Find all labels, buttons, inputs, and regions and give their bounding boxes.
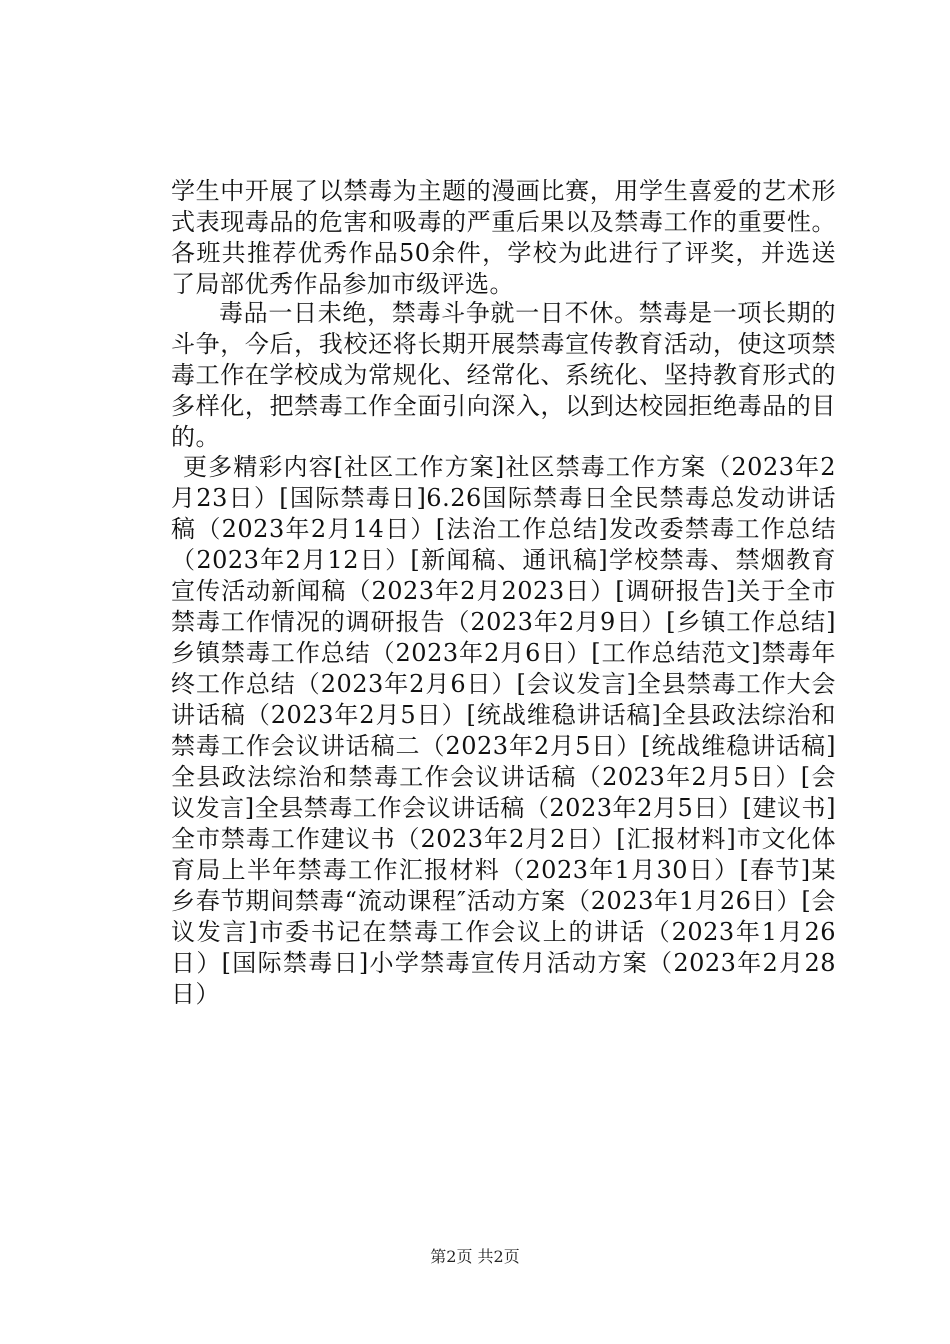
paragraph-long-term-struggle: 毒品一日未绝，禁毒斗争就一日不休。禁毒是一项长期的斗争，今后，我校还将长期开展禁毒宣传教育活动，使这项禁毒工作在学校成为常规化、经常化、系统化、坚持教育形式的多样化，把禁毒工作全面引向深入，以到达校园拒绝毒品的目的。	[171, 299, 836, 451]
paragraph-related-content	[171, 452, 836, 1010]
paragraph-drawing-contest: 学生中开展了以禁毒为主题的漫画比赛，用学生喜爱的艺术形式表现毒品的危害和吸毒的严重后果以及禁毒工作的重要性。各班共推荐优秀作品50余件，学校为此进行了评奖，并选送了局部优秀作品参加市级评选。	[171, 177, 836, 298]
page-footer: 第2页 共2页	[430, 1247, 520, 1266]
related-content-text: 更多精彩内容[社区工作方案]社区禁毒工作方案（2023年2月23日）[国际禁毒日]6.26国际禁毒日全民禁毒总发动讲话稿（2023年2月14日）[法治工作总结]发改委禁毒工作总结（2023年2月12日）[新闻稿、通讯稿]学校禁毒、禁烟教育宣传活动新闻稿（2023年2月2023日）[调研报告]关于全市禁毒工作情况的调研报告（2023年2月9日）[乡镇工作总结]乡镇禁毒工作总结（2023年2月6日）[工作总结范文]禁毒年终工作总结（2023年2月6日）[会议发言]全县禁毒工作大会讲话稿（2023年2月5日）[统战维稳讲话稿]全县政法综治和禁毒工作会议讲话稿二（2023年2月5日）[统战维稳讲话稿]全县政法综治和禁毒工作会议讲话稿（2023年2月5日）[会议发言]全县禁毒工作会议讲话稿（2023年2月5日）[建议书]全市禁毒工作建议书（2023年2月2日）[汇报材料]市文化体育局上半年禁毒工作汇报材料（2023年1月30日）[春节]某乡春节期间禁毒“流动课程″活动方案（2023年1月26日）[会议发言]市委书记在禁毒工作会议上的讲话（2023年1月26日）[国际禁毒日]小学禁毒宣传月活动方案（2023年2月28日）	[171, 453, 836, 1008]
